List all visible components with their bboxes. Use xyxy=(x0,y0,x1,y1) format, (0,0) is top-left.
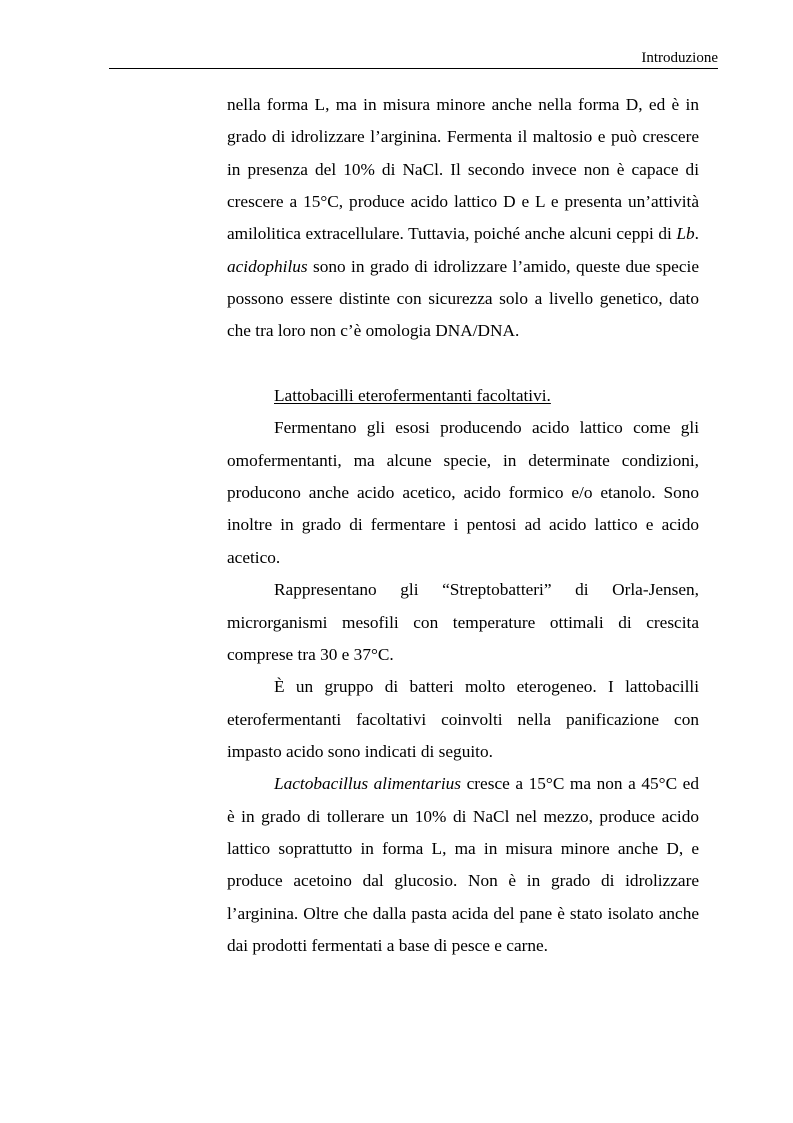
paragraph-1-text-b: sono in grado di idrolizzare l’amido, queste due specie possono essere distinte con sicurezza solo a livello genetico, dato che tra loro non c’è omologia DNA/DNA. xyxy=(227,256,699,341)
species-name: acidophilus xyxy=(227,256,308,276)
page-body xyxy=(227,89,699,962)
paragraph-4: È un gruppo di batteri molto eterogeneo. I lattobacilli eterofermentanti facoltativi coinvolti nella panificazione con impasto acido sono indicati di seguito. xyxy=(227,677,699,761)
paragraph-1-text-a: nella forma L, ma in misura minore anche nella forma D, ed è in grado di idrolizzare l’arginina. Fermenta il maltosio e può crescere in presenza del 10% di NaCl. Il secondo invece non è capace di crescere a 15°C, produce acido lattico D e L e presenta un’attività amilolitica extracellulare. Tuttavia, poiché anche alcuni ceppi di xyxy=(227,95,699,244)
species-name-alimentarius: Lactobacillus alimentarius xyxy=(274,774,462,794)
header-rule xyxy=(109,68,718,69)
genus-dot: . xyxy=(694,224,699,244)
paragraph-5-text: cresce a 15°C ma non a 45°C ed è in grado di tollerare un 10% di NaCl nel mezzo, produce acido lattico soprattutto in forma L, ma in misura minore anche D, e produce acetoino dal glucosio. Non è in grado di idrolizzare l’arginina. Oltre che dalla pasta acida del pane è stato isolato anche dai prodotti fermentati a base di pesce e carne. xyxy=(227,774,699,955)
running-header: Introduzione xyxy=(641,50,718,66)
genus-abbrev: Lb xyxy=(676,224,695,244)
section-heading: Lattobacilli eterofermentanti facoltativi. xyxy=(274,386,551,406)
paragraph-2: Fermentano gli esosi producendo acido lattico come gli omofermentanti, ma alcune specie, in determinate condizioni, producono anche acido acetico, acido formico e/o etanolo. Sono inoltre in grado di fermentare i pentosi ad acido lattico e acido acetico. xyxy=(227,418,699,567)
paragraph-1 xyxy=(227,89,699,348)
paragraph-3: Rappresentano gli “Streptobatteri” di Orla-Jensen, microrganismi mesofili con temperature ottimali di crescita comprese tra 30 e 37°C. xyxy=(227,580,699,664)
paragraph-5 xyxy=(227,768,699,962)
